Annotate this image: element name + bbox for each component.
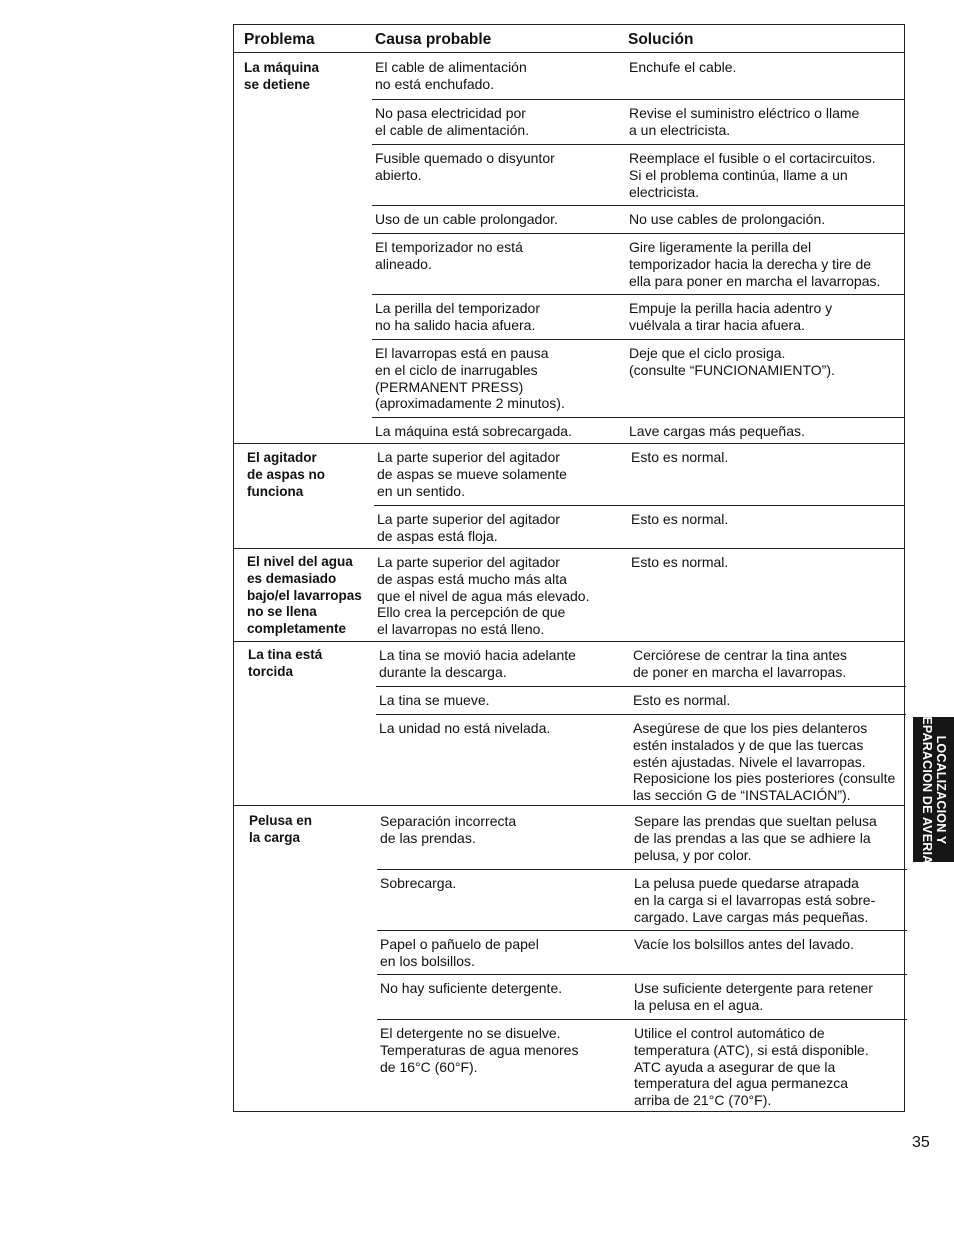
problem-divider [234,443,904,444]
problem-divider [234,548,904,549]
section-tab-label: LOCALIZACION Y REPARACION DE AVERIAS [919,706,948,873]
solution-cell: Gire ligeramente la perilla del temporizador hacia la derecha y tire de ella para poner en marcha el lavarropas. [629,239,881,289]
cause-cell: La unidad no está nivelada. [379,720,551,736]
solution-cell: Cerciórese de centrar la tina antes de poner en marcha el lavarropas. [633,647,847,680]
solution-cell: La pelusa puede quedarse atrapada en la carga si el lavarropas está sobre- cargado. Lave cargas más pequeñas. [634,875,876,925]
solution-cell: Esto es normal. [631,554,729,570]
solution-cell: Esto es normal. [633,692,731,708]
row-divider [372,99,904,100]
cause-cell: Sobrecarga. [380,875,457,891]
solution-cell: Asegúrese de que los pies delanteros estén instalados y de que las tuercas estén ajustadas. Nivele el lavarropas. Reposicione los pies posteriores (consulte las sección G de “INSTALACIÓN”). [633,720,896,804]
cause-cell: Papel o pañuelo de papel en los bolsillos. [380,936,539,969]
cause-cell: La parte superior del agitador de aspas se mueve solamente en un sentido. [377,449,567,499]
cause-cell: No hay suficiente detergente. [380,980,563,996]
row-divider [372,339,904,340]
header-cause: Causa probable [375,31,492,48]
cause-cell: El temporizador no está alineado. [375,239,523,272]
cause-cell: Uso de un cable prolongador. [375,211,558,227]
cause-cell: La tina se mueve. [379,692,490,708]
solution-cell: Empuje la perilla hacia adentro y vuélvala a tirar hacia afuera. [629,300,833,333]
solution-cell: Lave cargas más pequeñas. [629,423,805,439]
row-divider [372,417,904,418]
row-divider [372,205,904,206]
cause-cell: Fusible quemado o disyuntor abierto. [375,150,555,183]
cause-cell: La tina se movió hacia adelante durante la descarga. [379,647,576,680]
row-divider [376,686,906,687]
header-divider [234,52,904,53]
row-divider [372,233,904,234]
row-divider [377,974,907,975]
solution-cell: Esto es normal. [631,511,729,527]
header-problem: Problema [244,31,315,48]
solution-cell: Use suficiente detergente para retener la pelusa en el agua. [634,980,873,1013]
solution-cell: Deje que el ciclo prosiga. (consulte “FUNCIONAMIENTO”). [629,345,835,378]
row-divider [377,930,907,931]
problem-label: Pelusa en la carga [249,813,313,845]
header-solution: Solución [628,31,694,48]
troubleshooting-table [233,24,905,1112]
solution-cell: Esto es normal. [631,449,729,465]
page-number: 35 [912,1134,930,1151]
cause-cell: La parte superior del agitador de aspas está mucho más alta que el nivel de agua más elevado. Ello crea la percepción de que el lavarropas no está lleno. [377,554,590,638]
cause-cell: Separación incorrecta de las prendas. [380,813,517,846]
row-divider [376,714,906,715]
problem-label: El agitador de aspas no funciona [247,450,326,499]
solution-cell: No use cables de prolongación. [629,211,826,227]
cause-cell: No pasa electricidad por el cable de alimentación. [375,105,530,138]
solution-cell: Vacíe los bolsillos antes del lavado. [634,936,854,952]
cause-cell: El cable de alimentación no está enchufado. [375,59,527,92]
problem-label: La tina está torcida [248,647,323,679]
row-divider [374,505,904,506]
cause-cell: El lavarropas está en pausa en el ciclo de inarrugables (PERMANENT PRESS) (aproximadamente 2 minutos). [375,345,565,412]
row-divider [372,294,904,295]
row-divider [377,1019,907,1020]
cause-cell: La parte superior del agitador de aspas está floja. [377,511,560,544]
cause-cell: La máquina está sobrecargada. [375,423,572,439]
problem-label: La máquina se detiene [244,60,320,92]
solution-cell: Separe las prendas que sueltan pelusa de las prendas a las que se adhiere la pelusa, y por color. [634,813,877,863]
problem-label: El nivel del agua es demasiado bajo/el lavarropas no se llena completamente [247,554,362,637]
section-tab [913,706,954,873]
solution-cell: Utilice el control automático de temperatura (ATC), si está disponible. ATC ayuda a asegurar de que la temperatura del agua permanezca arriba de 21°C (70°F). [634,1025,869,1109]
cause-cell: La perilla del temporizador no ha salido hacia afuera. [375,300,540,333]
problem-divider [234,805,904,806]
solution-cell: Enchufe el cable. [629,59,737,75]
cause-cell: El detergente no se disuelve. Temperaturas de agua menores de 16°C (60°F). [380,1025,579,1075]
solution-cell: Revise el suministro eléctrico o llame a un electricista. [629,105,860,138]
row-divider [372,144,904,145]
row-divider [377,869,907,870]
solution-cell: Reemplace el fusible o el cortacircuitos. Si el problema continúa, llame a un electricista. [629,150,876,200]
problem-divider [234,641,904,642]
